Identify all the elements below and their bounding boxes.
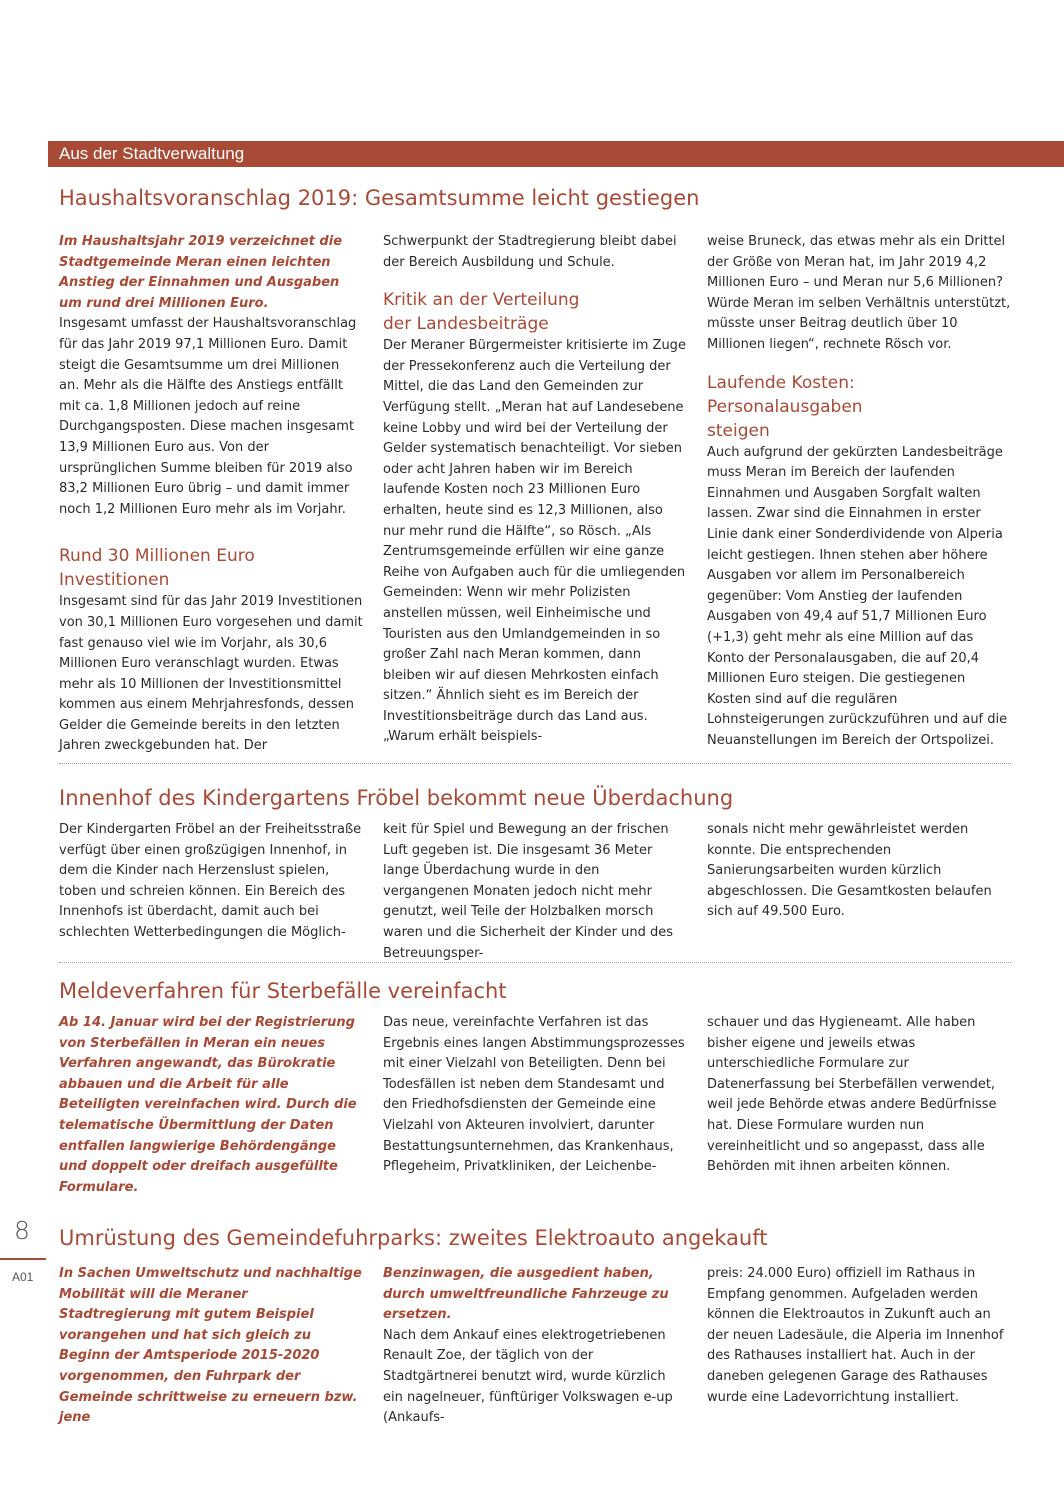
article-column-2 <box>383 1013 687 1198</box>
body-paragraph: schauer und das Hygieneamt. Alle haben bisher eigene und jeweils etwas unterschiedliche Formulare zur Datenerfassung bei Sterbefällen verwendet, weil jede Behörde etwas andere Bedürfnisse hat. Diese Formulare wurden nun vereinheitlicht und so angepasst, dass alle Behörden mit ihnen arbeiten können. <box>707 1015 997 1175</box>
body-paragraph: Nach dem Ankauf eines elektrogetriebenen Renault Zoe, der täglich von der Stadtgärtnerei benutzt wird, wurde kürzlich ein nagelneuer, fünftüriger Volkswagen e-up (Ankaufs- <box>383 1327 673 1426</box>
lead-paragraph: In Sachen Umweltschutz und nachhaltige Mobilität will die Meraner Stadtregierung mit gutem Beispiel vorangehen und hat sich gleich zu Beginn der Amtsperiode 2015-2020 vorgenommen, den Fuhrpark der Gemeinde schrittweise zu erneuern bzw. jene <box>59 1266 362 1426</box>
section-band <box>48 141 1064 167</box>
lead-paragraph: Benzinwagen, die ausgedient haben, durch umweltfreundliche Fahrzeuge zu ersetzen. <box>383 1266 669 1323</box>
page-code: A01 <box>12 1270 34 1284</box>
section-label: Aus der Stadtverwaltung <box>59 144 245 163</box>
article-column-1 <box>59 232 363 757</box>
article-kindergarten <box>59 784 1011 964</box>
article-column-2 <box>383 820 687 964</box>
article-column-1 <box>59 1264 363 1429</box>
body-paragraph: preis: 24.000 Euro) offiziell im Rathaus in Empfang genommen. Aufgeladen werden können die Elektroautos in Zukunft auch an der neuen Ladesäule, die Alperia im Innenhof des Rathauses installiert hat. Auch in der daneben gelegenen Garage des Rathauses wurde eine Ladevorrichtung installiert. <box>707 1266 1004 1405</box>
article-headline: Umrüstung des Gemeindefuhrparks: zweites Elektroauto angekauft <box>59 1226 768 1250</box>
page-number: 8 <box>14 1216 30 1245</box>
section-divider <box>59 962 1011 963</box>
article-headline: Innenhof des Kindergartens Fröbel bekommt neue Überdachung <box>59 786 734 810</box>
article-column-2 <box>383 232 687 757</box>
section-divider <box>59 763 1011 764</box>
body-paragraph: Der Meraner Bürgermeister kritisierte im Zuge der Pressekonferenz auch die Verteilung der Mittel, die das Land den Gemeinden zur Verfügung stellt. „Meran hat auf Landesebene keine Lobby und wird bei der Verteilung der Gelder systematisch benachteiligt. Vor sieben oder acht Jahren haben wir im Bereich laufende Kosten noch 23 Millionen Euro erhalten, heute sind es 12,3 Millionen, also nur mehr rund die Hälfte“, so Rösch. „Als Zentrumsgemeinde erfüllen wir eine ganze Reihe von Aufgaben auch für die umliegenden Gemeinden: Wenn wir mehr Polizisten anstellen müssen, weil Einheimische und Touristen aus den Umlandgemeinden in so großer Zahl nach Meran kommen, dann bleiben wir auf diesen Mehrkosten einfach sitzen.“ Ähnlich sieht es im Bereich der Investitionsbeiträge durch das Land aus. „Warum erhält beispiels- <box>383 338 686 745</box>
article-column-1 <box>59 820 363 964</box>
article-column-3 <box>707 1013 1011 1198</box>
article-column-3 <box>707 820 1011 964</box>
page-number-rule <box>0 1258 46 1260</box>
body-paragraph: Der Kindergarten Fröbel an der Freiheitsstraße verfügt über einen großzügigen Innenhof, in dem die Kinder nach Herzenslust spielen, toben und schreien können. Ein Bereich des Innenhofs ist überdacht, damit auch bei schlechten Wetterbedingungen die Möglich- <box>59 822 362 940</box>
article-sterbefaelle <box>59 977 1011 1198</box>
body-paragraph: Insgesamt sind für das Jahr 2019 Investitionen von 30,1 Millionen Euro vorgesehen und damit fast genauso viel wie im Vorjahr, als 30,6 Millionen Euro veranschlagt wurden. Etwas mehr als 10 Millionen der Investitionsmittel kommen aus einem Mehrjahresfonds, dessen Gelder die Gemeinde bereits in den letzten Jahren zweckgebunden hat. Der <box>59 594 363 754</box>
article-headline: Haushaltsvoranschlag 2019: Gesamtsumme leicht gestiegen <box>59 186 700 210</box>
subheading: Kritik an der Verteilung der Landesbeiträge <box>383 290 580 335</box>
body-paragraph: Insgesamt umfasst der Haushaltsvoranschlag für das Jahr 2019 97,1 Millionen Euro. Damit steigt die Gesamtsumme um drei Millionen an. Mehr als die Hälfte des Anstiegs entfällt mit ca. 1,8 Millionen jedoch auf reine Durchgangsposten. Diese machen insgesamt 13,9 Millionen Euro aus. Von der ursprünglichen Summe bleiben für 2019 also 83,2 Millionen Euro übrig – und damit immer noch 1,2 Millionen Euro mehr als im Vorjahr. <box>59 316 357 517</box>
article-column-2 <box>383 1264 687 1429</box>
body-paragraph: Auch aufgrund der gekürzten Landesbeiträge muss Meran im Bereich der laufenden Einnahmen und Ausgaben Sorgfalt walten lassen. Zwar sind die Einnahmen in erster Linie dank einer Sonderdividende von Alperia leicht gestiegen. Ihnen stehen aber höhere Ausgaben vor allem im Personalbereich gegenüber: Vom Anstieg der laufenden Ausgaben von 49,4 auf 51,7 Millionen Euro (+1,3) geht mehr als eine Million auf das Konto der Personalausgaben, die auf 20,4 Millionen Euro steigen. Die gestiegenen Kosten sind auf die regulären Lohnsteigerungen zurückzuführen und auf die Neuanstellungen im Bereich der Ortspolizei. <box>707 444 1008 748</box>
body-paragraph: weise Bruneck, das etwas mehr als ein Drittel der Größe von Meran hat, im Jahr 2019 4,2 Millionen Euro – und Meran nur 5,6 Millionen? Würde Meran im selben Verhältnis unterstützt, müsste unser Beitrag deutlich über 10 Millionen liegen“, rechnete Rösch vor. <box>707 234 1011 352</box>
body-paragraph: keit für Spiel und Bewegung an der frischen Luft gegeben ist. Die insgesamt 36 Meter lange Überdachung wurde in den vergangenen Monaten jedoch nicht mehr genutzt, weil Teile der Holzbalken morsch waren und die Sicherheit der Kinder und des Betreuungsper- <box>383 822 674 961</box>
lead-paragraph: Im Haushaltsjahr 2019 verzeichnet die Stadtgemeinde Meran einen leichten Anstieg der Einnahmen und Ausgaben um rund drei Millionen Euro. <box>59 234 343 311</box>
subheading: Rund 30 Millionen Euro Investitionen <box>59 546 255 591</box>
article-column-3 <box>707 1264 1011 1429</box>
article-headline: Meldeverfahren für Sterbefälle vereinfacht <box>59 979 507 1003</box>
article-column-3 <box>707 232 1011 757</box>
subheading: Laufende Kosten: Personalausgaben steigen <box>707 372 863 441</box>
body-paragraph: Schwerpunkt der Stadtregierung bleibt dabei der Bereich Ausbildung und Schule. <box>383 234 677 270</box>
article-fuhrpark <box>59 1224 1011 1429</box>
article-column-1 <box>59 1013 363 1198</box>
lead-paragraph: Ab 14. Januar wird bei der Registrierung von Sterbefällen in Meran ein neues Verfahren angewandt, das Bürokratie abbauen und die Arbeit für alle Beteiligten vereinfachen wird. Durch die telematische Übermittlung der Daten entfallen langwierige Behördengänge und doppelt oder dreifach ausgefüllte Formulare. <box>59 1015 357 1195</box>
body-paragraph: Das neue, vereinfachte Verfahren ist das Ergebnis eines langen Abstimmungsprozesses mit einer Vielzahl von Beteiligten. Denn bei Todesfällen ist neben dem Standesamt und den Friedhofsdiensten der Gemeinde eine Vielzahl von Akteuren involviert, darunter Bestattungsunternehmen, das Krankenhaus, Pflegeheim, Privatkliniken, der Leichenbe- <box>383 1015 685 1175</box>
article-haushalt <box>59 184 1011 757</box>
body-paragraph: sonals nicht mehr gewährleistet werden konnte. Die entsprechenden Sanierungsarbeiten wurden kürzlich abgeschlossen. Die Gesamtkosten belaufen sich auf 49.500 Euro. <box>707 822 992 920</box>
